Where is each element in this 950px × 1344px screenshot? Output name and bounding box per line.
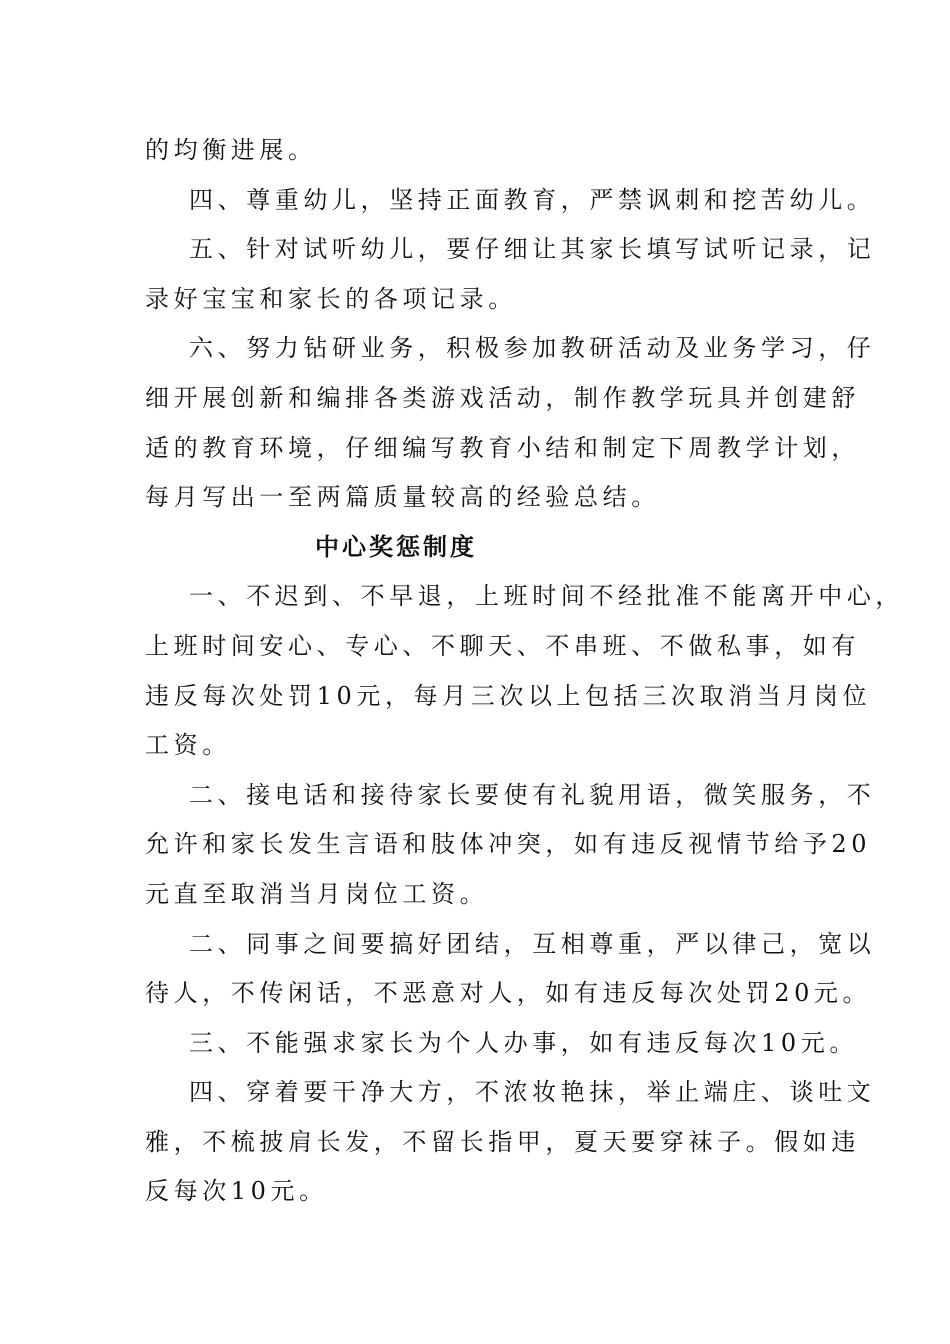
text-line: 违反每次处罚10元，每月三次以上包括三次取消当月岗位 xyxy=(145,681,872,710)
text-line: 待人，不传闲话，不恶意对人，如有违反每次处罚20元。 xyxy=(145,979,872,1008)
text-line: 雅，不梳披肩长发，不留长指甲，夏天要穿袜子。假如违 xyxy=(145,1127,860,1156)
text-line: 六、努力钻研业务，积极参加教研活动及业务学习，仔 xyxy=(189,334,876,363)
text-line: 三、不能强求家长为个人办事，如有违反每次10元。 xyxy=(189,1028,858,1057)
text-line: 的均衡进展。 xyxy=(145,136,317,164)
text-line: 适的教育环境，仔细编写教育小结和制定下周教学计划， xyxy=(145,433,860,462)
text-line: 上班时间安心、专心、不聊天、不串班、不做私事，如有 xyxy=(145,631,860,660)
text-line: 二、同事之间要搞好团结，互相尊重，严以律己，宽以 xyxy=(189,929,876,958)
text-line: 二、接电话和接待家长要使有礼貌用语，微笑服务，不 xyxy=(189,780,876,809)
text-line: 五、针对试听幼儿，要仔细让其家长填写试听记录，记 xyxy=(189,235,876,264)
text-line: 细开展创新和编排各类游戏活动，制作教学玩具并创建舒 xyxy=(145,383,860,412)
text-line: 元直至取消当月岗位工资。 xyxy=(145,879,489,908)
text-line: 一、不迟到、不早退，上班时间不经批准不能离开中心， xyxy=(189,582,904,611)
text-line: 四、尊重幼儿，坚持正面教育，严禁讽刺和挖苦幼儿。 xyxy=(189,185,876,214)
text-line: 反每次10元。 xyxy=(145,1177,328,1206)
text-line: 工资。 xyxy=(145,731,231,760)
text-line: 每月写出一至两篇质量较高的经验总结。 xyxy=(145,483,660,512)
text-line: 四、穿着要干净大方，不浓妆艳抹，举止端庄、谈吐文 xyxy=(189,1078,876,1107)
text-line: 允许和家长发生言语和肢体冲突，如有违反视情节给予20 xyxy=(145,830,872,859)
document-body xyxy=(145,126,904,1217)
text-line: 录好宝宝和家长的各项记录。 xyxy=(145,284,517,313)
section-title: 中心奖惩制度 xyxy=(315,532,477,561)
